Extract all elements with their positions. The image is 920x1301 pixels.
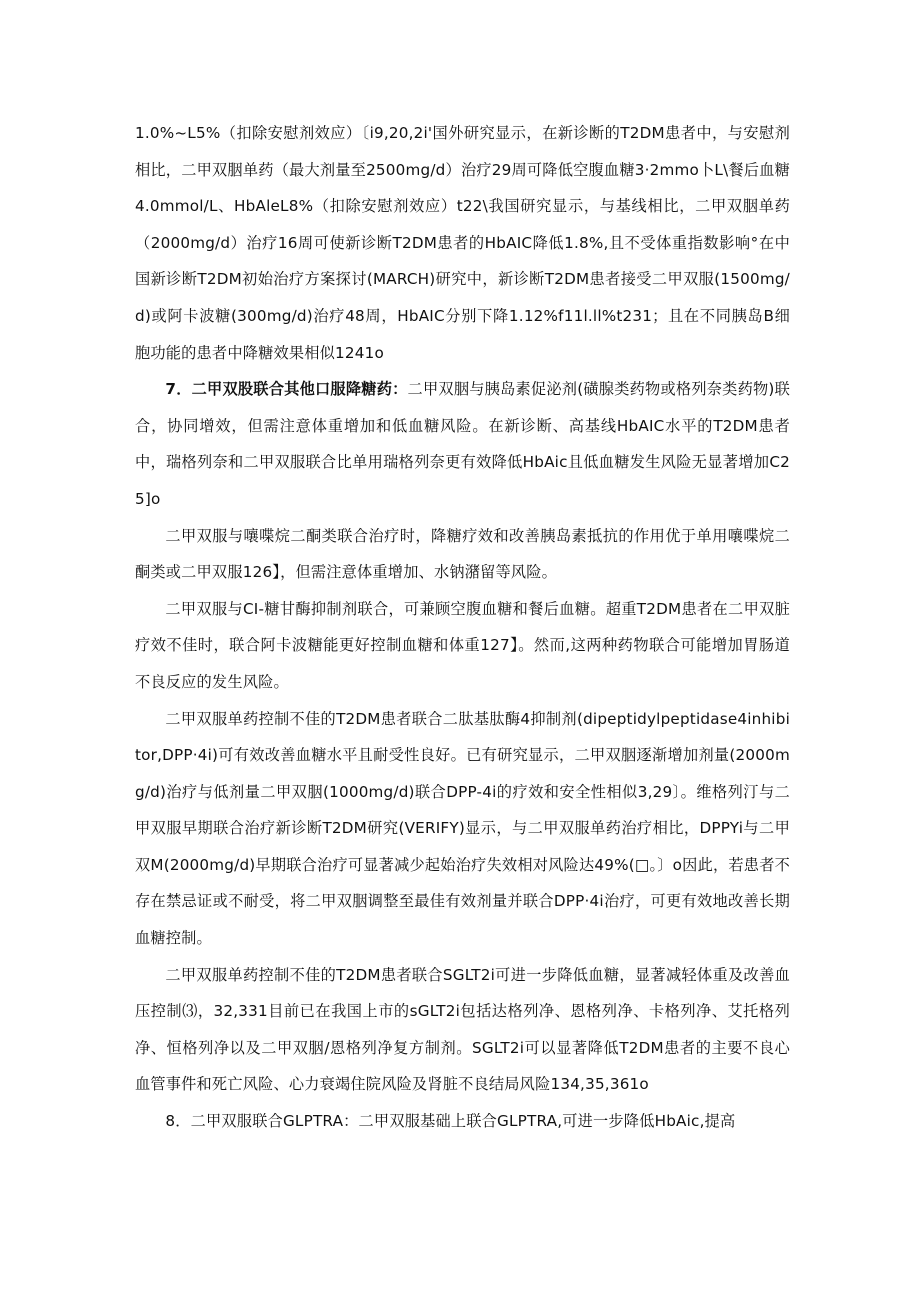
document-body <box>135 115 790 1140</box>
paragraph-sglt2i: 二甲双服单药控制不佳的T2DM患者联合SGLT2i可进一步降低血糖，显著减轻体重及改善血压控制⑶，32,331目前已在我国上市的sGLT2i包括达格列净、恩格列净、卡格列净、艾托格列净、恒格列净以及二甲双胭/恩格列净复方制剂。SGLT2i可以显著降低T2DM患者的主要不良心血管事件和死亡风险、心力衰竭住院风险及肾脏不良结局风险134,35,361o <box>135 965 790 1094</box>
paragraph-dpp4i: 二甲双服单药控制不佳的T2DM患者联合二肽基肽酶4抑制剂(dipeptidylpeptidase4inhibitor,DPP·4i)可有效改善血糖水平且耐受性良好。已有研究显示，二甲双胭逐渐增加剂量(2000mg∕d)治疗与低剂量二甲双胭(1000mg∕d)联合DPP-4i的疗效和安全性相似3,29〕。维格列汀与二甲双服早期联合治疗新诊断T2DM研究(VERIFY)显示，与二甲双服单药治疗相比，DPPYi与二甲双M(2000mg∕d)早期联合治疗可显著减少起始治疗失效相对风险达49%(□。〕o因此，若患者不存在禁忌证或不耐受，将二甲双胭调整至最佳有效剂量并联合DPP·4i治疗，可更有效地改善长期血糖控制。 <box>135 709 790 948</box>
paragraph-alpha-glucosidase: 二甲双服与CI-糖甘酶抑制剂联合，可兼顾空腹血糖和餐后血糖。超重T2DM患者在二甲双脏疗效不佳时，联合阿卡波糖能更好控制血糖和体重127】。然而,这两种药物联合可能增加胃肠道不良反应的发生风险。 <box>135 599 790 691</box>
section-heading-7: 7．二甲双股联合其他口服降糖药： <box>165 380 408 399</box>
paragraph-metformin-efficacy: 1.0%~L5%（扣除安慰剂效应）〔i9,20,2i'国外研究显示，在新诊断的T2DM患者中，与安慰剂相比，二甲双胭单药（最大剂量至2500mg/d）治疗29周可降低空腹血糖3·2mmo卜L\餐后血糖4.0mmol/L、HbAleL8%（扣除安慰剂效应）t22\我国研究显示，与基线相比，二甲双胭单药（2000mg/d）治疗16周可使新诊断T2DM患者的HbAIC降低1.8%,且不受体重指数影响°在中国新诊断T2DM初始治疗方案探讨(MARCH)研究中，新诊断T2DM患者接受二甲双服(1500mg∕d)或阿卡波糖(300mg∕d)治疗48周，HbAIC分别下降1.12%f11l.ll%t231；且在不同胰岛B细胞功能的患者中降糖效果相似1241o <box>135 124 790 362</box>
section-heading-8: 8．二甲双服联合GLPTRA： <box>165 1112 359 1131</box>
paragraph-combination-oral-agents <box>135 371 790 517</box>
paragraph-text: 二甲双胭与胰岛素促泌剂(磺腺类药物或格列奈类药物)联合，协同增效，但需注意体重增加和低血糖风险。在新诊断、高基线HbAIC水平的T2DM患者中，瑞格列奈和二甲双服联合比单用瑞格列奈更有效降低HbAic且低血糖发生风险无显著增加C25]o <box>135 380 790 508</box>
paragraph-text: 二甲双服基础上联合GLPTRA,可进一步降低HbAic,提高 <box>358 1112 736 1131</box>
paragraph-glp1ra <box>135 1103 790 1140</box>
paragraph-thiazolidinedione: 二甲双服与嚷喋烷二酮类联合治疗时，降糖疗效和改善胰岛素抵抗的作用优于单用嚷喋烷二酮类或二甲双服126】，但需注意体重增加、水钠潴留等风险。 <box>135 526 790 582</box>
